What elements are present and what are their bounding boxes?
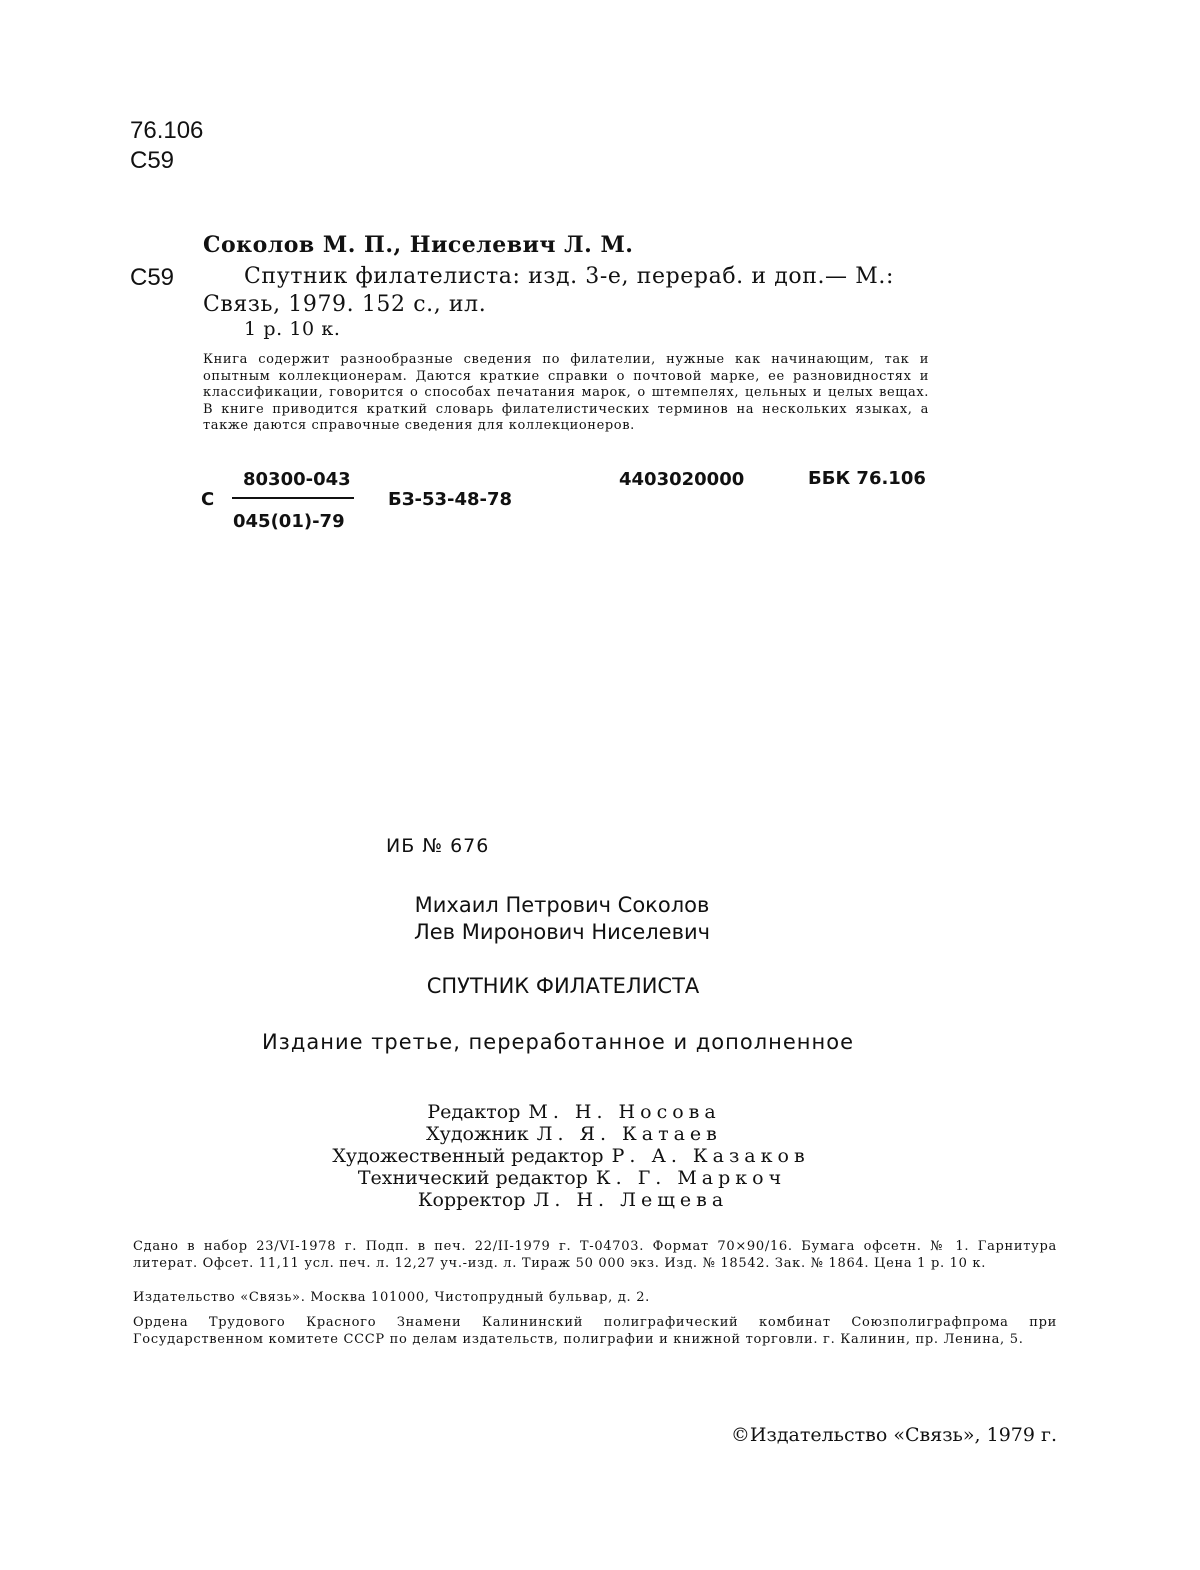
record-abstract: Книга содержит разнообразные сведения по филателии, нужные как начинающим, так и опытным коллекционерам. Даются краткие справки о почтовой марке, ее разновидностях и классификации, говорится о способах печатания марок, о штемпелях, цельных и целых вещах. В книге приводится краткий словарь филателистических терминов на нескольких языках, а также даются справочные сведения для коллекционеров.	[203, 352, 929, 433]
record-author-mark: С59	[130, 264, 175, 291]
index-code: 4403020000	[619, 469, 745, 490]
copyright-notice: ©Издательство «Связь», 1979 г.	[730, 1424, 1057, 1446]
book-title: СПУТНИК ФИЛАТЕЛИСТА	[426, 974, 700, 998]
index-fraction-line	[232, 497, 354, 499]
staff-role: Художественный редактор	[332, 1145, 604, 1167]
imprint-author-1: Михаил Петрович Соколов	[414, 893, 710, 917]
record-title-line: Спутник филателиста: изд. 3-е, перераб. и доп.— М.:	[244, 264, 894, 289]
imprint-author-2: Лев Миронович Ниселевич	[413, 920, 711, 944]
record-authors: Соколов М. П., Ниселевич Л. М.	[203, 232, 634, 258]
staff-proofreader	[418, 1189, 728, 1211]
staff-name: К. Г. Маркоч	[595, 1167, 787, 1189]
publisher-address: Издательство «Связь». Москва 101000, Чистопрудный бульвар, д. 2.	[133, 1290, 650, 1305]
staff-editor	[427, 1101, 720, 1123]
author-mark: С59	[130, 147, 175, 174]
staff-artist	[426, 1123, 722, 1145]
printer-details: Ордена Трудового Красного Знамени Калининский полиграфический комбинат Союзполиграфпрома при Государственном комитете СССР по делам издательств, полиграфии и книжной торговли. г. Калинин, пр. Ленина, 5.	[133, 1315, 1057, 1347]
staff-tech-editor	[358, 1167, 786, 1189]
classification-code: 76.106	[130, 117, 204, 144]
staff-art-editor	[332, 1145, 809, 1167]
staff-name: Л. Н. Лещева	[533, 1189, 729, 1211]
record-price: 1 р. 10 к.	[244, 318, 341, 340]
staff-role: Корректор	[417, 1189, 526, 1211]
staff-name: М. Н. Носова	[528, 1101, 721, 1123]
index-plan: БЗ-53-48-78	[388, 489, 513, 510]
index-letter: С	[201, 489, 215, 510]
production-details: Сдано в набор 23/VI-1978 г. Подп. в печ. 22/II-1979 г. Т-04703. Формат 70×90/16. Бумага офсетн. № 1. Гарнитура литерат. Офсет. 11,11 усл. печ. л. 12,27 уч.-изд. л. Тираж 50 000 экз. Изд. № 18542. Зак. № 1864. Цена 1 р. 10 к.	[133, 1239, 1057, 1271]
staff-name: Р. А. Казаков	[611, 1145, 810, 1167]
staff-role: Художник	[426, 1123, 529, 1145]
index-numerator: 80300-043	[243, 469, 351, 490]
index-bbk: ББК 76.106	[808, 468, 926, 489]
staff-role: Технический редактор	[357, 1167, 588, 1189]
index-denominator: 045(01)-79	[233, 511, 345, 532]
edition-statement: Издание третье, переработанное и дополненное	[261, 1030, 855, 1054]
staff-name: Л. Я. Катаев	[536, 1123, 722, 1145]
record-publisher-line: Связь, 1979. 152 с., ил.	[203, 292, 487, 317]
ib-number: ИБ № 676	[386, 835, 490, 857]
staff-role: Редактор	[427, 1101, 521, 1123]
